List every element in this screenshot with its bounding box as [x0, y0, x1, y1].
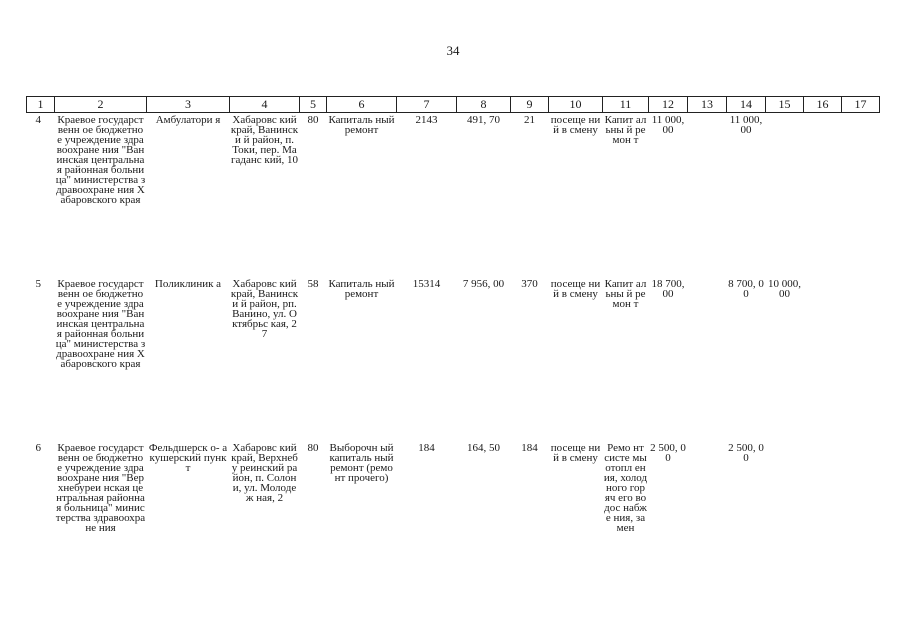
cell-col8: 164, 50 [467, 442, 500, 454]
table-row [27, 113, 880, 278]
cell-col13 [688, 277, 727, 441]
cell-col12: 11 000, 00 [651, 114, 685, 136]
institution-name: Краевое государственн ое бюджетное учреждение здравоохране ния "Верхнебуреи нская центральная районная больница" министерства здравоохране ния [55, 442, 146, 534]
cell-col9: 184 [521, 442, 538, 454]
column-number: 9 [511, 97, 549, 113]
institution-name: Краевое государственн ое бюджетное учреждение здравоохране ния "Ванинская центральная районная больница" министерства здравоохране ния Хабаровского края [55, 114, 146, 206]
column-number: 5 [300, 97, 327, 113]
cell-col16 [804, 277, 842, 441]
cell-col13 [688, 441, 727, 603]
column-number: 16 [804, 97, 842, 113]
page-number: 34 [446, 43, 460, 58]
facility-address: Хабаровс кий край, Ванински й район, п. Токи, пер. Магаданс кий, 10 [230, 114, 299, 166]
capacity-unit: посеще ний в смену [550, 442, 601, 464]
cell-col5: 80 [307, 114, 319, 126]
cell-col8: 7 956, 00 [462, 278, 505, 290]
data-table [26, 96, 880, 603]
cell-col12: 18 700, 00 [651, 278, 685, 300]
table-row [27, 441, 880, 603]
cell-col15: 10 000, 00 [768, 278, 801, 300]
row-number: 4 [35, 114, 41, 126]
cell-col14: 2 500, 00 [728, 442, 764, 464]
cell-col7: 184 [418, 442, 435, 454]
column-number: 17 [842, 97, 880, 113]
cell-col12: 2 500, 00 [650, 442, 686, 464]
cell-col17 [842, 277, 880, 441]
institution-name: Краевое государственн ое бюджетное учреждение здравоохране ния "Ванинская центральная районная больница" министерства здравоохране ния Хабаровского края [55, 278, 146, 370]
cell-col9: 370 [521, 278, 538, 290]
facility-type: Поликлиник а [154, 278, 222, 290]
cell-col14: 11 000, 00 [729, 114, 763, 136]
row-number: 6 [35, 442, 41, 454]
column-number: 15 [766, 97, 804, 113]
capacity-unit: посеще ний в смену [550, 278, 601, 300]
work-type: Капиталь ный ремонт [328, 114, 395, 136]
facility-type: Фельдшерск о- акушерский пункт [148, 442, 228, 474]
column-number: 12 [649, 97, 688, 113]
work-type: Выборочн ый капиталь ный ремонт (ремонт прочего) [329, 442, 394, 484]
work-description: Капит альны й ремон т [604, 278, 647, 310]
column-number: 7 [397, 97, 457, 113]
column-number: 10 [549, 97, 603, 113]
column-number: 1 [27, 97, 55, 113]
cell-col5: 58 [307, 278, 319, 290]
cell-col14: 8 700, 00 [728, 278, 764, 300]
cell-col17 [842, 113, 880, 278]
work-description: Капит альны й ремон т [604, 114, 647, 146]
cell-col15 [766, 113, 804, 278]
cell-col7: 15314 [412, 278, 441, 290]
facility-type: Амбулатори я [155, 114, 221, 126]
cell-col16 [804, 441, 842, 603]
work-description: Ремо нт систе мы отопл ения, холод ного горяч его водос набже ния, замен [603, 442, 648, 534]
capacity-unit: посеще ний в смену [550, 114, 601, 136]
cell-col17 [842, 441, 880, 603]
cell-col7: 2143 [415, 114, 438, 126]
table-row [27, 277, 880, 441]
column-number: 13 [688, 97, 727, 113]
column-number: 8 [457, 97, 511, 113]
column-number: 2 [55, 97, 147, 113]
cell-col13 [688, 113, 727, 278]
column-number: 4 [230, 97, 300, 113]
cell-col15 [766, 441, 804, 603]
cell-col5: 80 [307, 442, 319, 454]
row-number: 5 [35, 278, 41, 290]
cell-col9: 21 [524, 114, 535, 126]
facility-address: Хабаровс кий край, Ванински й район, рп. Ванино, ул. Октябрьс кая, 27 [230, 278, 299, 340]
cell-col8: 491, 70 [467, 114, 500, 126]
cell-col16 [804, 113, 842, 278]
work-type: Капиталь ный ремонт [328, 278, 395, 300]
column-number: 6 [327, 97, 397, 113]
facility-address: Хабаровс кий край, Верхнебу реинский район, п. Солони, ул. Молодеж ная, 2 [231, 442, 298, 504]
column-number: 3 [147, 97, 230, 113]
column-number-row [27, 97, 880, 113]
column-number: 14 [727, 97, 766, 113]
column-number: 11 [603, 97, 649, 113]
